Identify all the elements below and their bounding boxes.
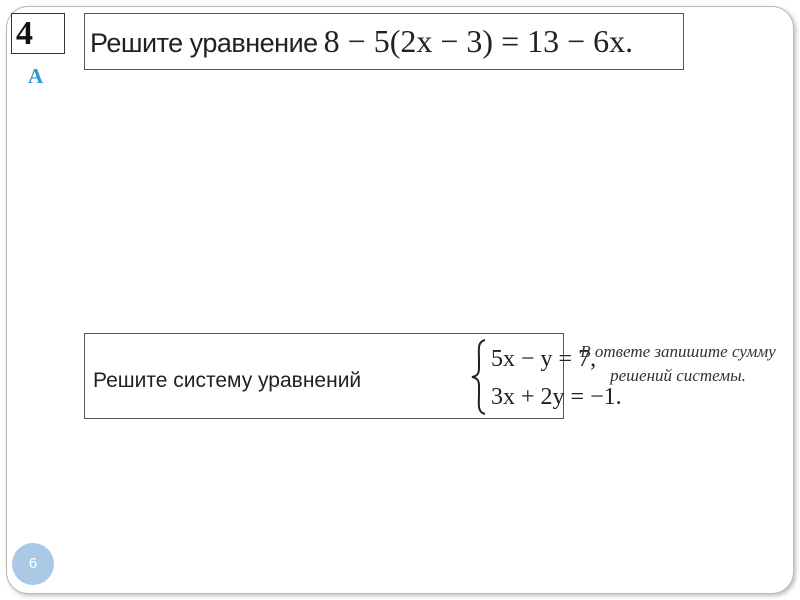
task2-box xyxy=(84,333,622,419)
task1-equation: 8 − 5(2x − 3) = 13 − 6x. xyxy=(323,23,634,59)
system-equation-2: 3x + 2y = −1. xyxy=(491,384,622,410)
task2-text: Решите систему уравнений xyxy=(93,369,362,392)
system-brace-icon xyxy=(469,338,489,416)
task1-text: Решите уравнение xyxy=(90,28,318,58)
level-label: А xyxy=(28,64,44,88)
task1-box xyxy=(84,13,684,70)
task-number: 4 xyxy=(11,13,65,54)
system-equation-1: 5x − y = 7, xyxy=(491,346,597,372)
slide-number-badge: 6 xyxy=(12,543,54,585)
slide-frame xyxy=(6,6,794,594)
answer-note: В ответе запишите сумму решений системы. xyxy=(580,342,776,385)
